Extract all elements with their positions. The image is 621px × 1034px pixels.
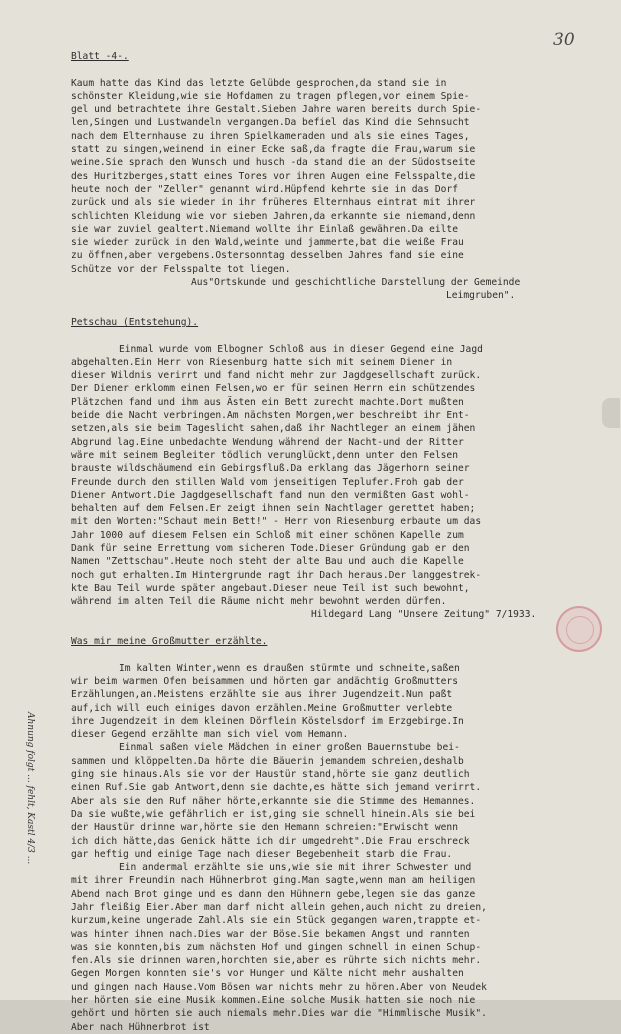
text-line: Diener Antwort.Die Jagdgesellschaft fand nun den vermißten Gast wohl-	[71, 489, 470, 501]
section-2-body	[71, 343, 603, 609]
text-line: des Huritzberges,statt eines Tores vor ihren Augen eine Felsspalte,die	[71, 170, 476, 182]
text-line: ich dich hätte,das Genick hätte ich dir umgedreht".Die Frau erschreck	[71, 835, 470, 847]
text-line: Abgrund lag.Eine unbedachte Wendung während der Nacht-und der Ritter	[71, 436, 464, 448]
text-line: Aber als sie den Ruf näher hörte,erkannte sie die Stimme des Hemannes.	[71, 795, 476, 807]
section-1-body	[71, 77, 603, 276]
text-line: Der Diener erklomm einen Felsen,wo er für seinen Herrn ein schützendes	[71, 383, 476, 395]
text-line: weine.Sie sprach den Wunsch und husch -da stand die an der Südostseite	[71, 157, 476, 169]
text-line: wäre mit seinem Begleiter tödlich verunglückt,denn unter den Felsen	[71, 449, 458, 461]
text-line: behalten auf dem Felsen.Er zeigt ihnen sein Nachtlager gerettet haben;	[71, 503, 476, 515]
text-line: einen Ruf.Sie gab Antwort,denn sie dachte,es hätte sich jemand verirrt.	[71, 782, 482, 794]
text-line: ging sie hinaus.Als sie vor der Haustür stand,hörte sie ganz deutlich	[71, 769, 470, 781]
text-line: dieser Gegend erzählte man sich viel vom Hemann.	[71, 729, 349, 741]
text-line: Kaum hatte das Kind das letzte Gelübde gesprochen,da stand sie in	[71, 77, 447, 89]
typed-text	[71, 50, 603, 1034]
text-line: dieser Wildnis verirrt und fand nicht mehr zur Jagdgesellschaft zurück.	[71, 370, 482, 382]
text-line: Aber nach Hühnerbrot ist	[71, 1021, 210, 1033]
text-line: brauste wildschäumend ein Gebirgsfluß.Da erklang das Jägerhorn seiner	[71, 463, 470, 475]
text-line: her hörten sie eine Musik kommen.Eine solche Musik hatten sie noch nie	[71, 995, 476, 1007]
text-line: zu öffnen,aber vergebens.Ostersonntag desselben Jahres fand sie eine	[71, 250, 464, 262]
paper-tear	[602, 398, 620, 428]
text-line: schönster Kleidung,wie sie Hofdamen zu tragen pflegen,vor einem Spie-	[71, 90, 470, 102]
text-line: gehört und hörten sie auch niemals mehr.Dies war die "Himmlische Musik".	[71, 1008, 487, 1020]
library-stamp	[556, 606, 602, 652]
text-line: Im kalten Winter,wenn es draußen stürmte und schneite,saßen	[119, 662, 460, 674]
text-line: während im alten Teil die Räume nicht mehr bewohnt werden dürfen.	[71, 596, 447, 608]
text-line: sammen und klöppelten.Da hörte die Bäuerin jemandem schreien,deshalb	[71, 755, 464, 767]
text-line: gar heftig und einige Tage nach dieser Begebenheit starb die Frau.	[71, 848, 453, 860]
text-line: statt zu singen,weinend in einer Ecke saß,da fragte die Frau,warum sie	[71, 144, 476, 156]
text-line: mit ihrer Freundin nach Hühnerbrot ging.Man sagte,wenn man am heiligen	[71, 875, 476, 887]
text-line: fen.Als sie drinnen waren,horchten sie,aber es rührte sich nichts mehr.	[71, 955, 482, 967]
text-line: Da sie wußte,wie gefährlich er ist,ging sie schnell hinein.Als sie bei	[71, 808, 476, 820]
text-line: der Haustür drinne war,hörte sie den Hemann schreien:"Erwischt wenn	[71, 822, 458, 834]
text-line: Freunde durch den stillen Wald vom jenseitigen Teplufer.Froh gab der	[71, 476, 464, 488]
text-line: Namen "Zettschau".Heute noch steht der alte Bau und auch die Kapelle	[71, 556, 464, 568]
text-line: len,Singen und Lustwandeln vergangen.Da befiel das Kind die Sehnsucht	[71, 117, 470, 129]
section-3-body	[71, 662, 603, 1034]
text-line: Jahr 1000 auf diesem Felsen ein Schloß mit einer schönen Kapelle zum	[71, 529, 464, 541]
text-line: noch gut erhalten.Im Hintergrunde ragt ihr Dach heraus.Der langgestrek-	[71, 569, 482, 581]
text-line: kte Bau Teil wurde später angebaut.Dieser neue Teil ist such bewohnt,	[71, 582, 470, 594]
text-line: Einmal saßen viele Mädchen in einer großen Bauernstube bei-	[119, 742, 460, 754]
text-line: kurzum,keine ungerade Zahl.Als sie ein Stück gegangen waren,trappte et-	[71, 915, 482, 927]
text-line: und gingen nach Hause.Vom Bösen war nichts mehr zu hören.Aber von Neudek	[71, 981, 487, 993]
text-line: gel und betrachtete ihre Gestalt.Sieben Jahre waren bereits durch Spie-	[71, 104, 482, 116]
section-3-title: Was mir meine Großmutter erzählte.	[71, 636, 268, 648]
text-line: was sie konnten,bis zum nächsten Hof und gingen schnell in einen Schup-	[71, 941, 482, 953]
text-line: Jahr fleißig Eier.Aber man darf nicht allein gehen,auch nicht zu dreien,	[71, 902, 487, 913]
text-line: schlichten Kleidung wie vor sieben Jahren,da erkannte sie niemand,denn	[71, 210, 476, 222]
text-line: nach dem Elternhause zu ihren Spielkameraden und als sie eines Tages,	[71, 130, 470, 142]
text-line: setzen,als sie beim Tageslicht sahen,daß ihr Nachtleger an einem jähen	[71, 423, 476, 435]
text-line: Ein andermal erzählte sie uns,wie sie mit ihrer Schwester und	[119, 862, 472, 874]
text-line: sie war zuviel gealtert.Niemand wollte ihr Einlaß gewähren.Da eilte	[71, 223, 458, 235]
text-line: Plätzchen fand und ihm aus Ästen ein Bett zurecht machte.Dort mußten	[71, 396, 464, 408]
text-line: heute noch der "Zeller" genannt wird.Hüpfend kehrte sie in das Dorf	[71, 183, 458, 195]
source-citation-cont: Leimgruben".	[446, 290, 516, 302]
source-citation: Hildegard Lang "Unsere Zeitung" 7/1933.	[311, 609, 537, 621]
text-line: Abend nach Brot ginge und es dann den Hühnern gebe,legen sie das ganze	[71, 888, 476, 900]
source-citation: Aus"Ortskunde und geschichtliche Darstellung der Gemeinde	[191, 277, 521, 289]
text-line: beide die Nacht verbringen.Am nächsten Morgen,wer beschreibt ihr Ent-	[71, 410, 470, 422]
text-line: was hinter ihnen nach.Dies war der Böse.Sie bekamen Angst und rannten	[71, 928, 470, 940]
stamp-inner-ring	[566, 616, 594, 644]
section-2-title: Petschau (Entstehung).	[71, 316, 199, 328]
page-number: 30	[553, 30, 575, 50]
text-line: Einmal wurde vom Elbogner Schloß aus in dieser Gegend eine Jagd	[119, 343, 483, 355]
handwritten-margin-note: Ahnung folgt ... fehlt, Kastl 4/3 ...	[25, 712, 35, 865]
text-line: wir beim warmen Ofen beisammen und hörten gar andächtig Großmutters	[71, 675, 458, 687]
text-line: abgehalten.Ein Herr von Riesenburg hatte sich mit seinem Diener in	[71, 356, 453, 368]
text-line: Gegen Morgen konnten sie's vor Hunger und Kälte nicht mehr aushalten	[71, 968, 464, 980]
text-line: mit den Worten:"Schaut mein Bett!" - Herr von Riesenburg erbaute um das	[71, 516, 482, 528]
page-heading: Blatt -4-.	[71, 51, 129, 62]
text-line: sie wieder zurück in den Wald,weinte und jammerte,bat die weiße Frau	[71, 237, 464, 249]
text-line: Schütze vor der Felsspalte tot liegen.	[71, 263, 291, 275]
text-line: Dank für seine Errettung vom sicheren Tode.Dieser Gründung gab er den	[71, 542, 470, 554]
text-line: zurück und als sie wieder in ihr früheres Elternhaus eintrat mit ihrer	[71, 197, 476, 209]
text-line: auf,ich will euch einiges davon erzählen.Meine Großmutter verlebte	[71, 702, 453, 714]
text-line: Erzählungen,an.Meistens erzählte sie aus ihrer Jugendzeit.Nun paßt	[71, 689, 453, 701]
text-line: ihre Jugendzeit in dem kleinen Dörflein Köstelsdorf im Erzgebirge.In	[71, 715, 464, 727]
